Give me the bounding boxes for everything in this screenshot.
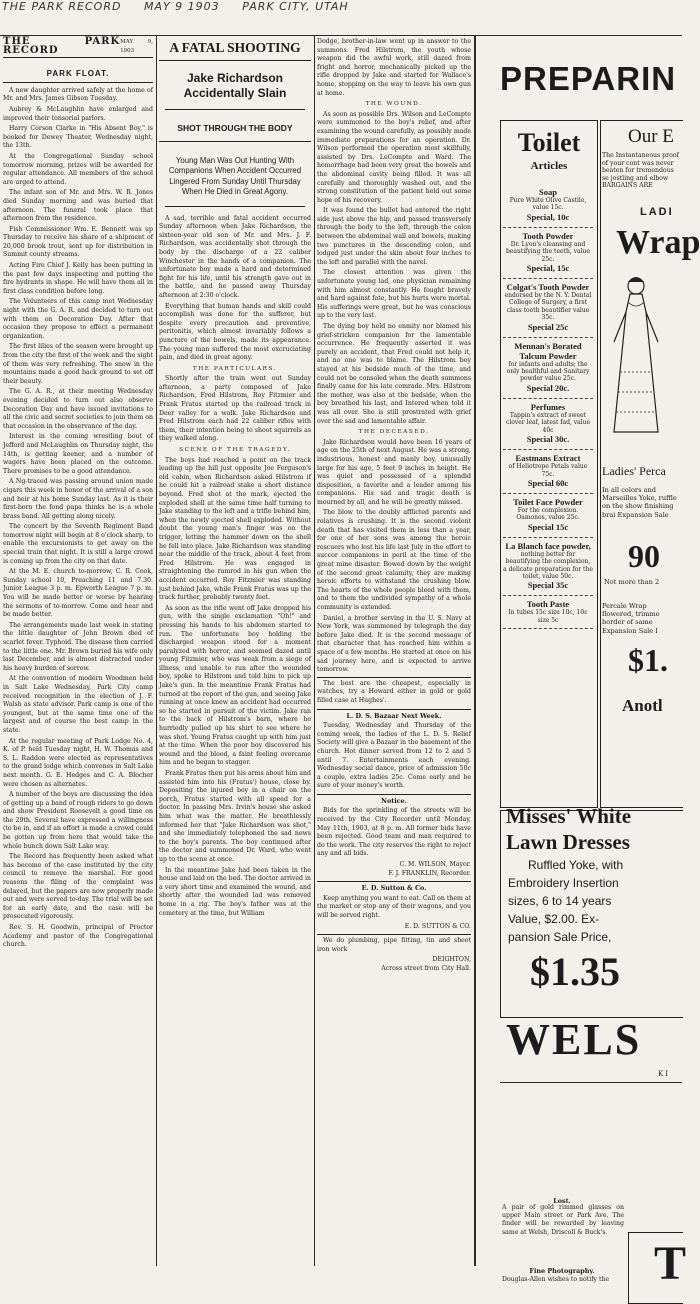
article-intro: A sad, terrible and fatal accident occurred Sunday afternoon when Jake Richardson, the sixteen-year old son of Mr. and Mrs. J. F. Richardson, was accidentally shot through the body by the discharge of a 22 caliber Winchester in the hands of a companion. The unfortunate boy made a hard and determined fight for his life, until his strength gave out in the battle, and he passed away Thursday afternoon at 2:30 o'clock. — [159, 214, 311, 299]
park-float-item: The Volunteers of this camp met Wednesday night with the G. A. R. and decided to turn out with them on Decoration Day. After that occasion they propose to effect a permanent organization. — [3, 298, 153, 340]
notice-sign-mayor: C. M. WILSON, Mayor. — [399, 861, 471, 869]
price-90: 90 — [628, 538, 660, 574]
masthead: THE PARK RECORD — [3, 36, 121, 56]
park-float-items — [3, 87, 153, 950]
toilet-title: Toilet — [517, 128, 581, 157]
toilet-item — [503, 596, 593, 629]
deceased-heading: THE DECEASED. — [358, 429, 430, 436]
park-float-item: The Record has frequently been asked what has become of the case instituted by the city council to remove the marshal. For good reasons the filing of the complaint was delayed, but the papers are now properly made out and were served to-day. The trial will be set for an early date, and the case will be prosecuted vigorously. — [3, 853, 153, 921]
column-fatal-shooting — [159, 38, 311, 1266]
misses-title-1: Misses' White — [506, 804, 632, 828]
article-intro-2: Everything that human hands and skill could accomplish was done for the sufferer, but despite every precaution and preventive, peritonitis, which almost invariably follows a puncture of the bowels, made its appearance. The young man suffered the most excruciating pain, and died in great agony. — [159, 302, 311, 362]
park-float-item: The infant son of Mr. and Mrs. W. R. Jones died Sunday morning and was buried that afternoon. The funeral took place that afternoon from the residence. — [3, 189, 153, 223]
toilet-item-desc: endorsed by the N. Y. Dental College of Surgery, a first class tooth beautifier value 35c. — [504, 292, 592, 322]
ki-label: KI — [658, 1070, 670, 1078]
welsh-rule — [500, 1082, 682, 1083]
wound-paragraph: It was found the bullet had entered the right side just above the hip, and passed transversely through the body to the left, through the colon between the abdominal wall and bowels, making two punctures in the descending colon, and lodged just under the skin about four inches to the left and parallel with the navel. — [317, 207, 471, 266]
park-float-item: Rev. S. H. Goodwin, principal of Proctor Academy and pastor of the Congregational church. — [3, 924, 153, 949]
toilet-item — [503, 338, 593, 399]
toilet-item-desc: of Heliotrope Petals value 75c. — [508, 463, 588, 478]
park-float-item: The G. A. R., at their meeting Wednesday evening decided to turn out also observe Decoration Day and have issued invitations to all the civic and secret societies to join them on that occasion in the observance of the day. — [3, 388, 153, 430]
toilet-item — [503, 450, 593, 494]
percale-wrap-lines: Percale Wrap flowered, trimme border of same Expansion Sale I — [602, 602, 660, 635]
toilet-item-name: Soap — [539, 187, 557, 197]
our-e-title: Our E — [628, 126, 674, 147]
park-float-item: Harry Corson Clarke in "His Absent Boy," is booked for Dewey Theater, Wednesday night, the 13th. — [3, 125, 153, 150]
toilet-item-name: La Blanch face powder, — [505, 540, 591, 551]
welsh-store-name: WELS — [506, 1015, 642, 1064]
deceased-paragraph: Jake Richardson would have been 16 years of age on the 25th of next August. He was a strong, industrious, honest and manly boy, unusually large for his age, 5 feet 9 inches in height. He was quiet and possessed of a splendid disposition, a favorite and a leader among his companions. His sad and tragic death is mourned by all, and he will be greatly missed. — [317, 438, 471, 506]
handwritten-archive-label — [2, 0, 662, 16]
column-rule-1 — [156, 36, 157, 1266]
bazaar-text: Tuesday, Wednesday and Thursday of the coming week, the ladies of the L. D. S. Relief Society will give a Bazaar in the basement of the church. Hot dinner served from 12 to 2 and 5 until 7. Entertainments each evening. Wednesday social dance, price of admission 50c a couple, extra ladies 25c. Come early and be sure of your money's worth. — [317, 722, 471, 790]
toilet-item — [503, 228, 593, 279]
article-continued-top: Dodge, brother-in-law went up in answer to the summons. Fred Hilstrom, the youth whose weapon did the awful work, still dazed from fright and horror, mechanically picked up the rifle dropped by Jake and started for Wallace's home, stopping on the way to leave his own gun at home. — [317, 38, 471, 97]
handwritten-title: THE PARK RECORD — [2, 0, 122, 13]
park-float-item: A new daughter arrived safely at the home of Mr. and Mrs. James Gibson Tuesday. — [3, 86, 153, 103]
not-more-than: Not more than 2 — [604, 578, 660, 586]
column-park-float — [3, 38, 153, 1266]
park-float-title: PARK FLOAT. — [3, 70, 153, 83]
toilet-item-special: Special, 10c — [526, 211, 570, 222]
photo-heading: Fine Photography. — [529, 1267, 595, 1275]
wrap-title: Wrap — [616, 224, 700, 261]
toilet-item-name: Tooth Paste — [526, 599, 570, 610]
store-advertisement — [478, 36, 700, 1290]
lady-wrapper-illustration — [606, 272, 666, 442]
subheadline: Jake Richardson Accidentally Slain — [165, 71, 305, 110]
headline: A FATAL SHOOTING — [159, 38, 311, 61]
deceased-paragraph: The blow to the doubly afflicted parents and relatives is crushing. It is the second violent death that has visited them in less than a year, for one of her sons was among the heroic rescuers who lost his life last July in the effort to succor companions in peril at the time of the great mine disaster. Bowed down by the weight of the second great calamity, they are making heroic efforts to withstand the crushing blow. The hearts of the whole people bleed with them, and to them the undivided sympathy of a whole community is extended. — [317, 509, 471, 611]
misses-body-2: Embroidery Insertion — [508, 876, 619, 890]
particulars-text: Shortly after the train went out Sunday afternoon, a party composed of Jake Richardson, Fred Hilstrom, Roy Fitzmier and Frank Fratus started up the railroad track in Deer valley for a walk. Jake Richardson and Fred Hilstrom each had 22 caliber rifles with them, their intention being to shoot squirrels as they walked along. — [159, 375, 311, 443]
notice-heading: Notice. — [317, 794, 471, 806]
toilet-item-name: Mennan's Borated Talcum Powder — [514, 340, 582, 361]
park-float-item: Fish Commissioner Wm. E. Bennett was up Thursday to receive his share of a shipment of 20,000 brook trout, sent up for distribution in Summit county streams. — [3, 225, 153, 259]
toilet-item-special: Special 25c — [527, 321, 569, 332]
toilet-item-name: Eastmans Extract — [515, 453, 581, 464]
notice-sign-recorder: F. J. FRANKLIN, Recorder. — [388, 869, 471, 877]
wound-paragraph: The closest attention was given the unfortunate young lad, one physician remaining with him almost constantly. He fought bravely and hard against fate, but his hurts were mortal. His sufferings were great, but he was conscious up to the very last. — [317, 269, 471, 320]
deck-summary: Young Man Was Out Hunting With Companions When Accident Occurred Lingered From Sunday Until Thursday When He Died in Great Agony. — [165, 156, 305, 207]
park-float-item: At the M. E. church to-morrow, C. R. Cook, Sunday school 10, Preaching 11 and 7.30. Junior League 3 p. m. Epworth League 7 p. m. You will be made better or worse by hearing the sermons of to-morrow. Come and hear and be made better. — [3, 568, 153, 619]
misses-title-2: Lawn Dresses — [506, 830, 630, 854]
misses-body-4: Value, $2.00. Ex- — [508, 912, 600, 926]
plumbing-address: Across street from City Hall. — [381, 964, 471, 972]
toilet-item-name: Tooth Powder — [522, 230, 574, 241]
toilet-item — [503, 538, 593, 597]
toilet-item-desc: Dr. Lyon's cleansing and beautifying the teeth, value 25c. — [506, 240, 590, 263]
ad-header-preparing: PREPARIN — [500, 60, 677, 97]
toilet-item-desc: In tubes 15c size 10c, 10c size 5c — [508, 609, 588, 624]
sutton-text: Keep anything you want to eat. Call on them at the market or stop any of their wagons, and you will be served right. — [317, 894, 471, 919]
toilet-item-desc: For the complexion. Oamonos, value 25c. — [516, 506, 580, 522]
column-rule-3 — [474, 36, 476, 1266]
watch-notice: The best are the cheapest, especially in watches, try a Howard either in gold or gold filled case at Hughes'. — [317, 677, 471, 706]
toilet-item-name: Toilet Face Powder — [513, 496, 583, 507]
t-letter: T — [654, 1237, 687, 1290]
bazaar-heading: L. D. S. Bazaar Next Week. — [317, 709, 471, 721]
toilet-subtitle: Articles — [530, 160, 568, 172]
toilet-item-special: Special 60c — [527, 477, 569, 488]
plumbing-sign: DEIGHTON, — [432, 956, 471, 964]
wound-text — [317, 111, 471, 426]
deck-shot-through: SHOT THROUGH THE BODY — [159, 124, 311, 142]
tragedy-heading: SCENE OF THE TRAGEDY. — [179, 447, 291, 454]
masthead-date: MAY 9, 1903 — [120, 39, 153, 54]
notice-text: Bids for the sprinkling of the streets will be received by the City Recorder until Monday, May 11th, 1903, at 8 p. m. All former bids have been rejected. Good team and man required to do the work. The city reserves the right to reject any and all bids. — [317, 807, 471, 858]
park-float-item: The concert by the Seventh Regiment Band tomorrow night will begin at 8 o'clock sharp, to enable the excursionists to get away on the special train that night. It is still a large crowd is coming up from the city on that date. — [3, 523, 153, 565]
misses-price: $1.35 — [530, 949, 620, 994]
misses-body-5: pansion Sale Price, — [508, 930, 612, 944]
misses-body-1: Ruffled Yoke, with — [528, 858, 624, 872]
park-float-item: Acting Fire Chief J. Kelly has been putting in the past few days inspecting and putting the fire hydrants in shape. He will have them all in first class condition before long. — [3, 262, 153, 295]
park-float-item: At the convention of modern Woodmen held in Salt Lake Wednesday, Park City camp received recognition in the election of J. F. Walsh as state advisor. Park camp is one of the youngest, but at the same time one of the largest and of course the best camp in the state. — [3, 675, 153, 734]
column-rule-2 — [314, 36, 315, 1266]
wound-heading: THE WOUND. — [365, 101, 423, 108]
toilet-item-special: Special 35c — [527, 580, 569, 591]
tragedy-paragraph: Frank Fratus then put his arms about him and assisted him into his (Fratus') house, close by. Depositing the injured boy in a chair on the porch, Fratus started with all speed for a doctor. In passing Mrs. Irvin's house she asked him what was the matter. He breathlessly informed her that "Jake Richardson was shot," and she immediately telephoned the sad news to the boy's parents. The boy continued after the doctor and summoned Dr. Ward, who went up to the scene at once. — [159, 770, 311, 863]
toilet-item-name: Perfumes — [530, 401, 566, 412]
handwritten-place: PARK CITY, UTAH — [242, 0, 349, 13]
tragedy-text — [159, 457, 311, 918]
wound-paragraph: As soon as possible Drs. Wilson and LeCompte were summoned to the boy's relief, and after examining the wound carefully, as possibly made immediate preparations for an operation. Dr. Wilson performed the operation most skillfully, assisted by Drs. LeCompte and Ward. The hemorrhage had been very great the bowels and the abdominal cavity being filled. It was all carefully and thoroughly washed out, and the strong constitution of the patient held out some hope of his recovery. — [317, 110, 471, 204]
toilet-item-desc: Tappin's extract of sweet clover leaf, latest fad, value 40c — [505, 411, 591, 434]
toilet-item-desc: nothing better for beautifying the complexion, a delicate preparation for the toilet, value 50c. — [503, 550, 593, 580]
toilet-item-special: Special, 15c — [526, 263, 570, 274]
toilet-item-special: Special 15c — [527, 521, 569, 532]
toilet-item — [503, 279, 593, 338]
ladi-title: LADI — [640, 206, 674, 218]
toilet-item-desc: Pure White Olive Castile, value 15c. — [509, 197, 587, 212]
deceased-paragraph: Daniel, a brother serving in the U. S. Navy at New York, was summoned by telegraph the day before Jake died. It is the second message of that character that has reached him within a space of a few months. He started at once on his sad journey here, and is expected to arrive tomorrow. — [317, 614, 471, 674]
price-one: $1. — [628, 642, 668, 678]
sutton-sign: E. D. SUTTON & CO. — [404, 922, 471, 930]
toilet-items-list — [503, 184, 593, 802]
misses-body-3: sizes, 6 to 14 years — [508, 894, 612, 908]
park-float-item: Interest in the coming wrestling bout of Jefford and McLaughlin on Thursday night, the 14th, is getting keener, and a number of wagers have been placed on the outcome. There promises to be a good attendance. — [3, 433, 153, 475]
another-label: Anotl — [622, 696, 663, 715]
lost-heading: Lost. — [553, 1197, 571, 1205]
park-float-item: A number of the boys are discussing the idea of getting up a band of rough riders to go down and show President Roosevelt a good time on the 29th. Several have expressed a willingness (to be in, and if an effort is made a crowd could be gotten up from here that would take the whole bunch down Salt Lake way. — [3, 791, 153, 850]
toilet-item — [503, 494, 593, 538]
photo-text: Douglas-Allen wishes to notify the — [502, 1276, 610, 1283]
toilet-item-special: Special 30c. — [526, 434, 570, 445]
tragedy-paragraph: As soon as the rifle went off Jake dropped his gun, with the single exclamation "Oh!" and pressing his hands to his abdomen started to run. The unfortunate boy holding the discharged weapon stood for a moment paralyzed with horror, and seemed dazed until young Fitzmier, who was weak from a siege of illness, and unable to run after the wounded boy, spoke to Hilstrom and told him to pick up Jake's gun. In the meantime Frank Fratus had turned at the report of the gun, and seeing Jake running at once knew an accident had occurred so he started in pursuit of the victim. Jake ran to the back of Hilstrom's barn, where he hurriedly pulled up his shirt to see where he was shot. Young Fratus caught up with him just at the time. When the poor boy discovered his wound and the blood, a faint feeling overcame him and he began to stagger. — [159, 604, 311, 767]
tragedy-paragraph: In the meantime Jake had been taken in the house and laid on the bed. The doctor arrived in a very short time and examined the wound, and shortly after the wounded lad was removed home in a rig. The boy's father was at the cemetery at the time, but William — [159, 866, 311, 917]
toilet-item-name: Colgat's Tooth Powder — [506, 282, 590, 293]
wound-paragraph: The dying boy held no enmity nor blamed his grief-stricken companion for the lamentable occurrence. He frequently asserted it was purely an accident, that Fred could not help it, and no one was to blame. The Hilstrom boy stayed at his bedside much of the time, and could not be consoled when the death summons finally came for his late comrade. Mrs. Hilstrom the mother, was also at the bedside, when the boy breathed his last, and Intered when told it was all over. She is still prostrated with grief over the sad and lamentable affair. — [317, 323, 471, 425]
toilet-item — [503, 399, 593, 450]
park-float-item: The first lilies of the season were brought up from the city the first of the week and the sight of them was very refreshing. The snow in the mountains made a good back ground to set off their beauty. — [3, 343, 153, 385]
lost-text: A pair of gold rimmed glasses on upper Main street or Park Ave. The finder will be rewarded by leaving same at Welsh, Driscoll & Buck's. — [502, 1204, 624, 1236]
percale-lines: In all colors and Marseilles Yoke, ruffle on the show finishing brai Expansion Sale — [602, 486, 677, 519]
park-float-item: At the Congregational Sunday school tomorrow morning, prizes will be awarded for regular attendance. All members of the school are urged to attend. — [3, 152, 153, 186]
handwritten-date: MAY 9 1903 — [143, 0, 220, 13]
percale-title: Ladies' Perca — [602, 464, 666, 478]
deceased-text — [317, 439, 471, 675]
our-e-intro: The Instantaneous proof of your cont was never beaten for tremendous se jostling and elbow BARGAINS ARE — [602, 152, 679, 190]
park-float-item: A Ng-traced was passing around union made cigars this week in honor of the arrival of a son and heir at his home Sunday last. As it is their first-born the fond papa thinks he is a whole brass band. All getting along nicely. — [3, 478, 153, 520]
park-float-item: Aubrey & McLaughlin have enlarged and improved their tonsorial parlors. — [3, 105, 153, 122]
toilet-item — [503, 184, 593, 228]
tragedy-paragraph: The boys had reached a point on the track leading up the hill just opposite Joe Ferguson's old cabin, when Richardson asked Hilstrom if he could hit a railroad stake a short distance beyond. Fred shot at the mark, ejected the exploded shell at the same time half turning to Jake standing to the left and a trifle behind him, when the newly ejected shell exploded. Without doubt the young man's finger was on the trigger, letting the hammer down on the shell he fell into place. Jake Richardson was standing near the middle of the track, about 4 feet from Fred Hilstrom. He was engaged in straightening the ramrod in his gun when the accident occurred. Roy Fitzmier was standing just behind Jake, while Frank Fratus was up the track further, probably twenty feet. — [159, 456, 311, 602]
park-float-item: At the regular meeting of Park Lodge No. 4, K. of P. held Tuesday night, H. W. Thomas and S. L. Raddon were elected as representatives to the grand lodge which convenes in Salt Lake next month. G. E. Hedges and C. A. Blocher were chosen as alternates. — [3, 737, 153, 788]
column-continuation — [317, 38, 471, 1266]
park-float-item: The arrangements made last week in stating the little daughter of John Brown died of scarlet fever. Typhoid. The disease then carried to the little one. Mr. Brown buried his wife only last December, and is almost distracted under his heavy burden of sorrow. — [3, 621, 153, 672]
particulars-heading: THE PARTICULARS. — [192, 365, 278, 372]
plumbing-text: We do plumbing, pipe fitting, tin and sheet iron work — [317, 934, 471, 954]
toilet-item-special: Special 20c. — [526, 382, 570, 393]
sutton-heading: E. D. Sutton & Co. — [317, 881, 471, 893]
toilet-item-desc: for infants and adults; the only healthful and Sanitary powder value 25c. — [506, 360, 590, 383]
